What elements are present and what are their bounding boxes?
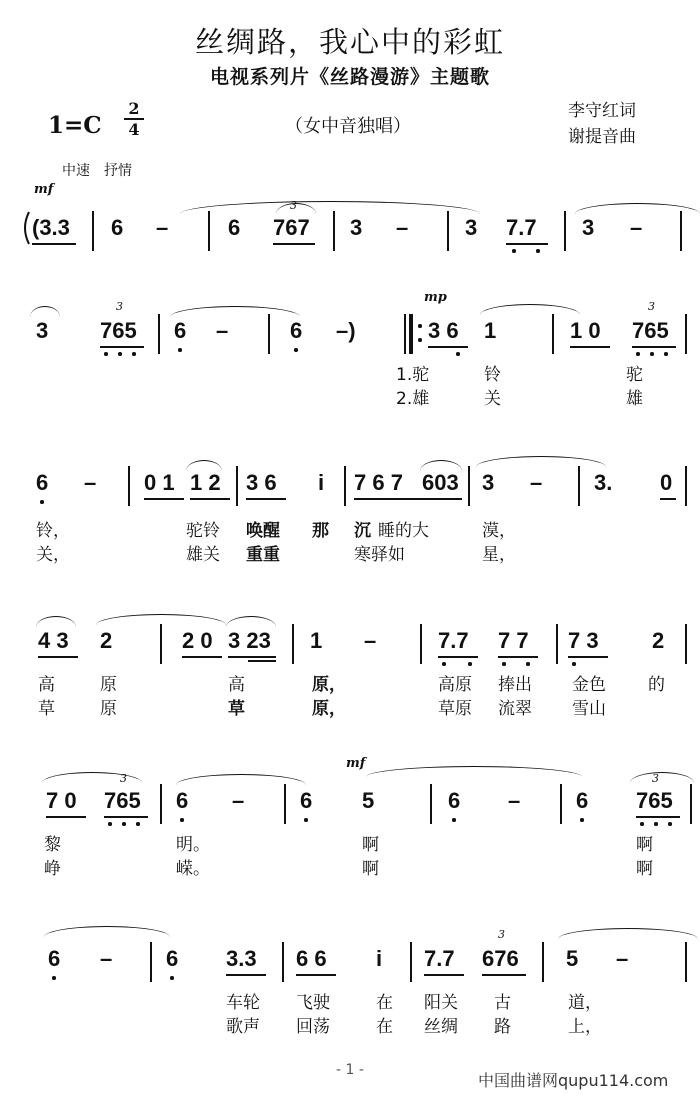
barline xyxy=(160,784,162,824)
octave-dot xyxy=(178,348,182,352)
underline xyxy=(228,656,276,658)
dash: – xyxy=(364,628,377,653)
note: i xyxy=(318,470,325,495)
octave-dot xyxy=(132,352,136,356)
lyric: 在 xyxy=(376,1017,393,1037)
underline xyxy=(660,498,676,500)
underline xyxy=(568,656,608,658)
note: 3.3 xyxy=(226,946,257,971)
tie xyxy=(476,456,606,467)
lyric: 星， xyxy=(482,545,516,565)
underline xyxy=(354,498,424,500)
note: 7 7 xyxy=(498,628,529,653)
octave-dot xyxy=(636,352,640,356)
dash: – xyxy=(84,470,97,495)
lyric: 1.驼 xyxy=(396,365,430,385)
lyric: 寒驿如 xyxy=(354,545,405,565)
note: 1 xyxy=(484,318,497,343)
time-signature xyxy=(124,100,144,138)
barline xyxy=(578,466,580,506)
barline xyxy=(560,784,562,824)
octave-dot xyxy=(170,976,174,980)
octave-dot xyxy=(442,662,446,666)
note: 0 xyxy=(660,470,673,495)
octave-dot xyxy=(654,822,658,826)
lyric: 丝绸 xyxy=(424,1017,458,1037)
lyric: 那 xyxy=(312,521,329,541)
lyric: 关 xyxy=(484,389,501,409)
dash: – xyxy=(156,215,169,240)
tie xyxy=(170,306,300,317)
octave-dot xyxy=(180,818,184,822)
tie xyxy=(44,926,170,937)
lyric: 唤醒 xyxy=(246,521,280,541)
triplet-mark: 3 xyxy=(498,928,505,941)
barline xyxy=(542,942,544,982)
tie xyxy=(42,772,142,783)
underline xyxy=(422,498,462,500)
dash: – xyxy=(508,788,521,813)
note: 1 xyxy=(310,628,323,653)
underline xyxy=(424,974,464,976)
note: 3 xyxy=(482,470,495,495)
underline xyxy=(46,816,86,818)
note: 3 6 xyxy=(246,470,277,495)
lyric: 沉 xyxy=(354,521,371,541)
octave-dot xyxy=(668,822,672,826)
note: 6 xyxy=(111,215,124,240)
octave-dot xyxy=(294,348,298,352)
tie xyxy=(558,928,698,939)
underline xyxy=(190,498,230,500)
note: 6 xyxy=(228,215,241,240)
underline xyxy=(632,346,676,348)
octave-dot xyxy=(136,822,140,826)
barline xyxy=(468,466,470,506)
note: 6 xyxy=(176,788,189,813)
note: 7.7 xyxy=(438,628,469,653)
lyric: 高原 xyxy=(438,675,472,695)
note: 3 xyxy=(36,318,49,343)
lyric: 明。 xyxy=(176,835,210,855)
song-subtitle: 电视系列片《丝路漫游》主题歌 xyxy=(209,66,490,88)
octave-dot xyxy=(304,818,308,822)
lyric: 高 xyxy=(38,675,55,695)
page-number: - 1 - xyxy=(336,1062,364,1078)
barline xyxy=(128,466,130,506)
note: 676 xyxy=(482,946,519,971)
note: 6 xyxy=(576,788,589,813)
note: 765 xyxy=(632,318,669,343)
repeat-barline-thick xyxy=(409,314,413,354)
barline xyxy=(158,314,160,354)
tie xyxy=(480,304,580,315)
underline xyxy=(506,243,548,245)
tempo-marking: 中速 抒情 xyxy=(62,163,132,179)
repeat-barline xyxy=(404,314,406,354)
lyric: 啊 xyxy=(362,859,379,879)
note: 3. xyxy=(594,470,613,495)
underline xyxy=(498,656,538,658)
note: 3 xyxy=(350,215,363,240)
underline xyxy=(482,974,526,976)
underline xyxy=(273,243,315,245)
lyric: 雄 xyxy=(626,389,643,409)
barline xyxy=(282,942,284,982)
note: 7 3 xyxy=(568,628,599,653)
octave-dot xyxy=(572,662,576,666)
lyric: 捧出 xyxy=(498,675,532,695)
lyric: 2.雄 xyxy=(396,389,430,409)
underline xyxy=(428,346,468,348)
repeat-dot xyxy=(418,338,422,342)
tie xyxy=(366,766,582,777)
lyric: 草 xyxy=(228,699,245,719)
note: 765 xyxy=(104,788,141,813)
note: 2 xyxy=(652,628,665,653)
barline xyxy=(430,784,432,824)
note: 3 23 xyxy=(228,628,271,653)
note: i xyxy=(376,946,383,971)
lyric: 原， xyxy=(312,675,346,695)
lyric: 重重 xyxy=(246,545,280,565)
lyric: 睡的大 xyxy=(378,521,429,541)
note: 6 xyxy=(48,946,61,971)
underline xyxy=(100,346,144,348)
barline xyxy=(268,314,270,354)
octave-dot xyxy=(512,249,516,253)
lyric: 雪山 xyxy=(572,699,606,719)
lyric: 在 xyxy=(376,993,393,1013)
triplet-mark: 3 xyxy=(652,772,659,785)
tie xyxy=(180,201,480,214)
lyric: 原 xyxy=(100,699,117,719)
barline xyxy=(284,784,286,824)
note: 6 6 xyxy=(296,946,327,971)
barline xyxy=(208,211,210,251)
barline xyxy=(680,211,682,251)
lyric: 雄关 xyxy=(186,545,220,565)
barline xyxy=(447,211,449,251)
slur xyxy=(630,772,694,783)
lyric: 啊 xyxy=(636,835,653,855)
staff-line-5 xyxy=(0,756,700,879)
staff-line-4 xyxy=(0,618,700,719)
note: 2 xyxy=(100,628,113,653)
barline xyxy=(410,942,412,982)
underline xyxy=(248,660,276,662)
staff-line-1 xyxy=(0,199,700,275)
dash: –) xyxy=(336,318,356,343)
lyric: 车轮 xyxy=(226,993,260,1013)
barline xyxy=(685,466,687,506)
lyric: 草 xyxy=(38,699,55,719)
note: 5 xyxy=(362,788,375,813)
lyric: 高 xyxy=(228,675,245,695)
underline xyxy=(246,498,286,500)
lyric: 阳关 xyxy=(424,993,458,1013)
lyric: 飞驶 xyxy=(296,993,330,1013)
underline xyxy=(182,656,222,658)
octave-dot xyxy=(452,818,456,822)
note: 6 xyxy=(448,788,461,813)
staff-line-6 xyxy=(0,928,700,1037)
underline xyxy=(104,816,148,818)
note: 7 0 xyxy=(46,788,77,813)
lyric: 啊 xyxy=(362,835,379,855)
slur xyxy=(226,616,276,627)
lyric: 金色 xyxy=(572,675,606,695)
staff-line-3 xyxy=(0,460,700,565)
lyric: 峥 xyxy=(44,859,61,879)
barline xyxy=(344,466,346,506)
barline xyxy=(552,314,554,354)
note: 6 xyxy=(300,788,313,813)
barline xyxy=(685,624,687,664)
dash: – xyxy=(232,788,245,813)
note: 7.7 xyxy=(424,946,455,971)
lyric: 上， xyxy=(568,1017,602,1037)
note: 6 xyxy=(290,318,303,343)
performer-note: （女中音独唱） xyxy=(285,116,411,137)
lyric: 道， xyxy=(568,993,602,1013)
octave-dot xyxy=(526,662,530,666)
underline xyxy=(32,243,76,245)
octave-dot xyxy=(40,500,44,504)
lyric: 铃， xyxy=(36,521,70,541)
lyric: 铃 xyxy=(484,365,501,385)
octave-dot xyxy=(640,822,644,826)
underline xyxy=(296,974,336,976)
note: 6 xyxy=(166,946,179,971)
note: 765 xyxy=(100,318,137,343)
dynamic-mf: mf xyxy=(346,756,366,771)
lyric: 驼 xyxy=(626,365,643,385)
lyric: 古 xyxy=(494,993,511,1013)
note: 3 xyxy=(465,215,478,240)
watermark: 中国曲谱网qupu114.com xyxy=(478,1071,669,1090)
note: 767 xyxy=(273,215,310,240)
lyric: 原， xyxy=(312,699,346,719)
triplet-mark: 3 xyxy=(116,300,123,313)
lyricist-credit: 李守红词 xyxy=(568,101,636,121)
dash: – xyxy=(630,215,643,240)
song-title: 丝绸路，我心中的彩虹 xyxy=(194,25,505,59)
lyric: 歌声 xyxy=(226,1017,260,1037)
underline xyxy=(570,346,610,348)
lyric: 漠， xyxy=(482,521,516,541)
lyric: 嵘。 xyxy=(176,859,210,879)
barline xyxy=(236,466,238,506)
note: 6 xyxy=(36,470,49,495)
time-numerator: 2 xyxy=(128,99,140,118)
composer-credit: 谢提音曲 xyxy=(568,127,636,147)
underline xyxy=(144,498,184,500)
octave-dot xyxy=(122,822,126,826)
note: 2 0 xyxy=(182,628,213,653)
barline xyxy=(685,314,687,354)
note: 5 xyxy=(566,946,579,971)
dynamic-mf: mf xyxy=(34,182,54,197)
lyric: 草原 xyxy=(438,699,472,719)
triplet-mark: 3 xyxy=(120,772,127,785)
barline xyxy=(564,211,566,251)
octave-dot xyxy=(468,662,472,666)
note: 1 2 xyxy=(190,470,221,495)
underline xyxy=(38,656,78,658)
underline xyxy=(636,816,680,818)
note: 1 0 xyxy=(570,318,601,343)
time-denominator: 4 xyxy=(128,120,140,139)
note: 0 1 xyxy=(144,470,175,495)
triplet-mark: 3 xyxy=(648,300,655,313)
barline xyxy=(160,624,162,664)
lyric: 黎 xyxy=(44,835,61,855)
note: 3 xyxy=(582,215,595,240)
barline xyxy=(292,624,294,664)
octave-dot xyxy=(456,352,460,356)
barline xyxy=(92,211,94,251)
underline xyxy=(438,656,478,658)
repeat-dot xyxy=(418,324,422,328)
lyric: 啊 xyxy=(636,859,653,879)
key-signature: 1=C xyxy=(48,112,102,139)
barline xyxy=(420,624,422,664)
octave-dot xyxy=(650,352,654,356)
lyric: 回荡 xyxy=(296,1017,330,1037)
dash: – xyxy=(616,946,629,971)
barline xyxy=(150,942,152,982)
underline xyxy=(226,974,266,976)
barline xyxy=(556,624,558,664)
note: 603 xyxy=(422,470,459,495)
lyric: 路 xyxy=(494,1017,511,1037)
lyric: 关， xyxy=(36,545,70,565)
octave-dot xyxy=(664,352,668,356)
note: 6 xyxy=(174,318,187,343)
note: 7 6 7 xyxy=(354,470,403,495)
dash: – xyxy=(100,946,113,971)
octave-dot xyxy=(108,822,112,826)
dash: – xyxy=(396,215,409,240)
slur xyxy=(36,616,76,627)
note: (3.3 xyxy=(32,215,70,240)
lyric: 的 xyxy=(648,675,665,695)
staff-line-2 xyxy=(0,290,700,409)
lyric: 驼铃 xyxy=(186,521,220,541)
octave-dot xyxy=(104,352,108,356)
octave-dot xyxy=(536,249,540,253)
octave-dot xyxy=(118,352,122,356)
dynamic-mp: mp xyxy=(424,290,447,305)
barline xyxy=(685,942,687,982)
lyric: 原 xyxy=(100,675,117,695)
octave-dot xyxy=(52,976,56,980)
barline xyxy=(690,784,692,824)
note: 7.7 xyxy=(506,215,537,240)
lyric: 流翠 xyxy=(498,699,532,719)
note: 4 3 xyxy=(38,628,69,653)
dash: – xyxy=(530,470,543,495)
tie xyxy=(176,774,306,785)
tie xyxy=(30,306,60,317)
triplet-mark: 3 xyxy=(290,199,297,212)
note: 3 6 xyxy=(428,318,459,343)
barline xyxy=(333,211,335,251)
opening-bracket xyxy=(20,211,30,245)
note: 765 xyxy=(636,788,673,813)
octave-dot xyxy=(580,818,584,822)
dash: – xyxy=(216,318,229,343)
octave-dot xyxy=(502,662,506,666)
